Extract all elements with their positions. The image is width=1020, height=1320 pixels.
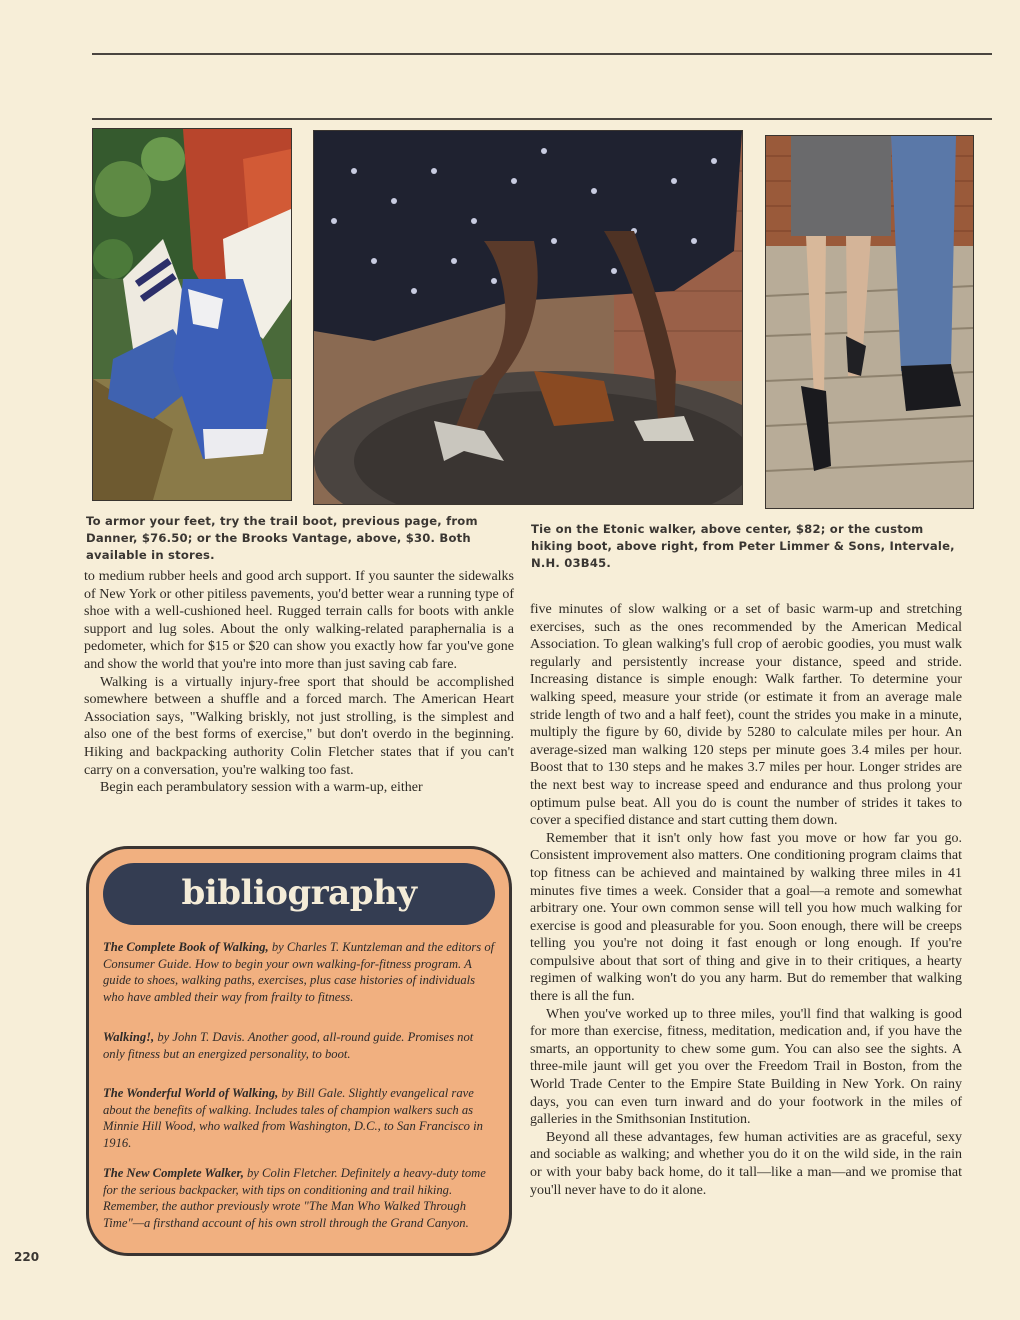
bibliography-entry-text: by Charles T. Kuntzleman and the editors of Consumer Guide. How to begin your own walking-for-fitness program. A guide to shoes, walking paths, exercises, plus case histories of individuals who have ambled their way from frailty to fitness. <box>103 940 495 1004</box>
photo-left <box>92 128 292 501</box>
bibliography-entry-title: Walking!, <box>103 1030 155 1044</box>
bibliography-entry <box>103 939 495 1005</box>
right-paragraph-2: Remember that it isn't only how fast you move or how far you go. Consistent improvement also matters. One conditioning program claims that top fitness can be achieved and maintained by walking three miles in 41 minutes five times a week. Consider that a goal—a remote and somewhat arbitrary one. Your own common sense will tell you how much walking for exercise is good and pleasurable for you. Soon enough, there will be creeps telling you you're not doing it fast enough or long enough. If you're compulsive about that sort of thing and give in to their critiques, a hearty regimen of walking won't do you any harm. But do remember that walking there is all the fun. <box>530 830 962 1005</box>
photo-center <box>313 130 743 505</box>
page-number: 220 <box>14 1250 40 1264</box>
right-paragraph-4: Beyond all these advantages, few human activities are as graceful, sexy and sociable as walking; and whether you do it on the wild side, in the rain or with your baby back home, do it tall—like a man—and we promise that you'll never have to do it alone. <box>530 1129 962 1198</box>
bibliography-entry-title: The New Complete Walker, <box>103 1166 244 1180</box>
bibliography-entry <box>103 1029 495 1062</box>
bibliography-entry-title: The Wonderful World of Walking, <box>103 1086 279 1100</box>
right-column <box>530 601 962 1199</box>
caption-left: To armor your feet, try the trail boot, previous page, from Danner, $76.50; or the Brooks Vantage, above, $30. Both available in stores. <box>86 514 478 562</box>
second-rule <box>92 118 992 120</box>
bibliography-heading: bibliography <box>103 863 495 925</box>
top-rule <box>92 53 992 55</box>
photo-center-image <box>314 131 742 504</box>
bibliography-entry-text: by Colin Fletcher. Definitely a heavy-duty tome for the serious backpacker, with tips on conditioning and trail hiking. Remember, the author previously wrote "The Man Who Walked Through Time"—a firsthand account of his own stroll through the Grand Canyon. <box>103 1166 486 1230</box>
left-column <box>84 568 514 797</box>
right-paragraph-1: five minutes of slow walking or a set of basic warm-up and stretching exercises, such as the ones recommended by the American Medical Association. To glean walking's full crop of aerobic goodies, you must walk regularly and persistently increase your distance, speed and stride. Increasing distance is simple enough: Walk farther. To determine your walking speed, measure your stride (or estimate it from an average male stride length of two and a half feet), count the strides you make in a minute, multiply the figure by 60, divide by 5280 to calculate miles per hour. An average-sized man walking 120 steps per minute goes 3.4 miles per hour. Boost that to 130 steps and he makes 3.7 miles per hour. Longer strides are the next best way to increase speed and endurance and thus prolong your optimum pulse beat. All you do is count the number of strides it takes to cover a specified distance and start cutting them down. <box>530 602 962 829</box>
bibliography-box <box>86 846 512 1256</box>
bibliography-entry-title: The Complete Book of Walking, <box>103 940 269 954</box>
bibliography-entry <box>103 1165 495 1231</box>
left-paragraph-3: Begin each perambulatory session with a warm-up, either <box>100 780 423 796</box>
left-paragraph-1: to medium rubber heels and good arch support. If you saunter the sidewalks of New York or other pitiless pavements, you'd better wear a running type of shoe with a well-cushioned heel. Rugged terrain calls for boots with ankle support and lug soles. About the only walking-related paraphernalia is a pedometer, which for $15 or $20 can show you exactly how far you've gone and show the world that you're into more than just saving cab fare. <box>84 569 514 672</box>
photo-right <box>765 135 974 509</box>
right-paragraph-3: When you've worked up to three miles, you'll find that walking is good for more than exercise, fitness, meditation, medication and, if you have the smarts, an opportunity to chew some gum. You can also see the sights. A three-mile jaunt will get you over the Freedom Trail in Boston, from the World Trade Center to the Empire State Building in New York. On rainy days, you can even turn inward and do your footwork in the miles of galleries in the Smithsonian Institution. <box>530 1006 962 1128</box>
bibliography-entry-text: by John T. Davis. Another good, all-round guide. Promises not only fitness but an energized personality, to boot. <box>103 1030 474 1061</box>
bibliography-entry-text: by Bill Gale. Slightly evangelical rave about the benefits of walking. Includes tales of champion walkers such as Minnie Hill Wood, who walked from Washington, D.C., to San Francisco in 1916. <box>103 1086 483 1150</box>
photo-left-image <box>93 129 291 500</box>
photo-right-image <box>766 136 973 508</box>
caption-right: Tie on the Etonic walker, above center, $82; or the custom hiking boot, above right, from Peter Limmer & Sons, Intervale, N.H. 03B45. <box>531 522 955 570</box>
bibliography-entry <box>103 1085 495 1151</box>
left-paragraph-2: Walking is a virtually injury-free sport that should be accomplished somewhere between a shuffle and a forced march. The American Heart Association says, "Walking briskly, not just strolling, is the simplest and also one of the best forms of exercise," but don't overdo in the beginning. Hiking and backpacking authority Colin Fletcher states that if you can't carry on a conversation, you're walking too fast. <box>84 674 514 778</box>
